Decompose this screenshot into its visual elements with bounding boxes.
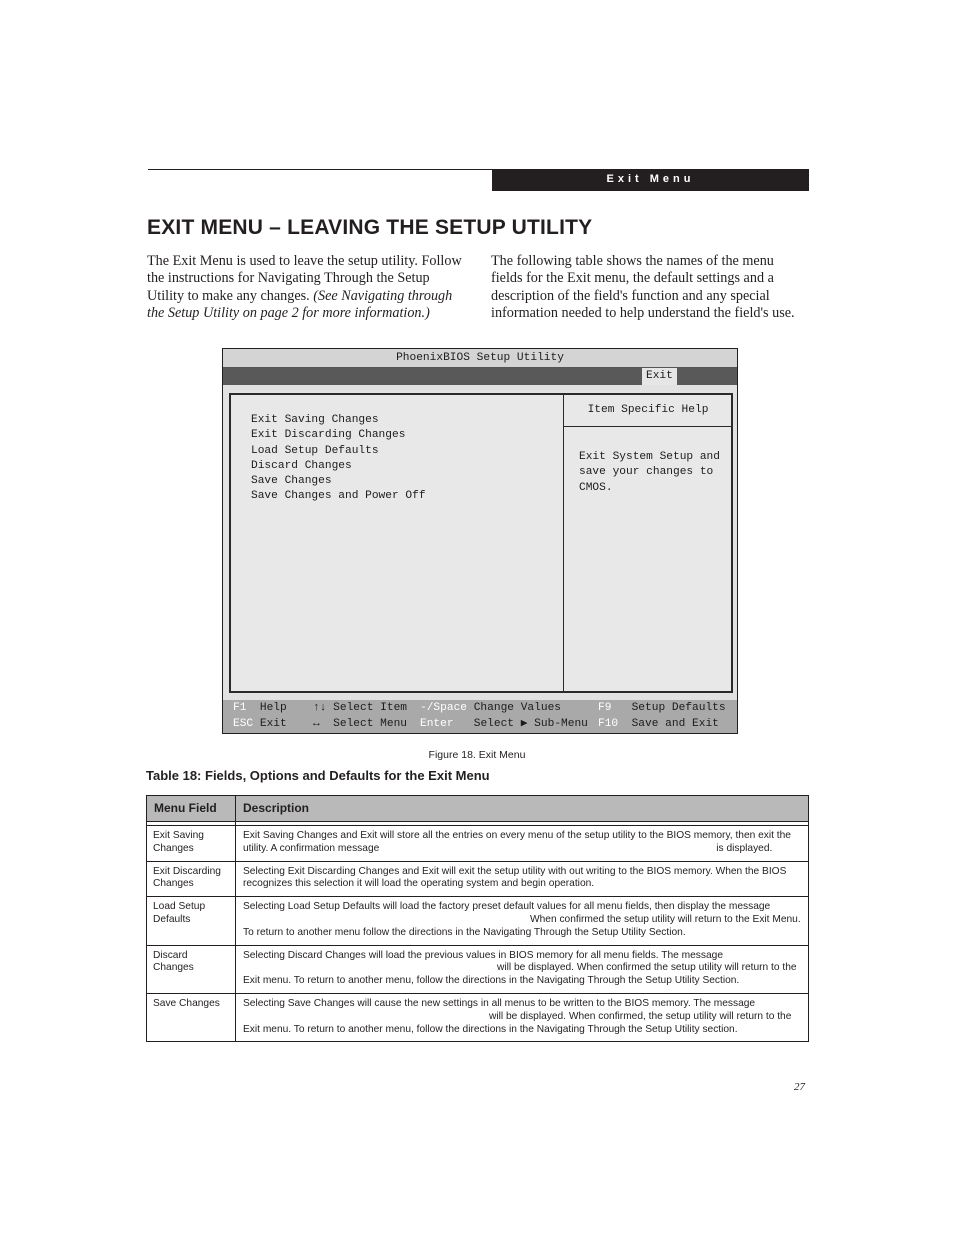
bios-key-change-values: -/Space Change Values [420,702,561,714]
table-row [147,897,809,945]
row-field: Load Setup Defaults [147,897,236,945]
bios-key-esc: ESC Exit [233,718,287,730]
bios-key-legend [223,700,737,733]
bios-key-f9: F9 Setup Defaults [598,702,726,714]
bios-key-enter: Enter Select ▶ Sub-Menu [420,718,588,730]
bios-help-panel [563,395,732,691]
bios-menu-list [251,413,426,505]
bios-key-select-item: ↑↓ Select Item [313,702,408,714]
table-title: Table 18: Fields, Options and Defaults for the Exit Menu [146,768,490,783]
intro-right-paragraph: The following table shows the names of the menu fields for the Exit menu, the default settings and a description of the field's function and any special information needed to help understand the field's use. [491,253,795,322]
bios-screen [222,348,738,734]
bios-key-select-menu: ↔ Select Menu [313,718,408,730]
bios-title-bar: PhoenixBIOS Setup Utility [223,349,737,368]
bios-main-frame [229,393,733,693]
table-row [147,945,809,993]
bios-help-text: Exit System Setup and save your changes to CMOS. [579,451,720,494]
bios-item-exit-discarding-changes[interactable]: Exit Discarding Changes [251,429,406,442]
intro-left-text: The Exit Menu is used to leave the setup utility. Follow the instructions for Navigating Through the Setup Utility to make any changes. [147,253,462,304]
bios-tab-exit[interactable]: Exit [642,368,677,385]
table-row [147,826,809,862]
bios-key-f10: F10 Save and Exit [598,718,719,730]
row-description: Selecting Discard Changes will load the previous values in BIOS memory for all menu fields. The message will be displayed. When confirmed the setup utility will return to the Exit menu. To return to another menu, follow the directions in the Navigating Through the Setup Utility Section. [236,945,809,993]
row-field: Save Changes [147,993,236,1041]
section-header-tab: Exit Menu [492,169,809,191]
header-menu-field: Menu Field [147,796,236,822]
figure-caption: Figure 18. Exit Menu [428,749,526,761]
bios-item-exit-saving-changes[interactable]: Exit Saving Changes [251,414,379,426]
table-row [147,993,809,1041]
intro-left-paragraph [147,253,463,323]
header-rule [148,169,492,170]
header-description: Description [236,796,809,822]
row-description: Exit Saving Changes and Exit will store all the entries on every menu of the setup utility to the BIOS memory, then exit the utility. A confirmation message is displayed. [236,826,809,862]
bios-item-save-and-power-off[interactable]: Save Changes and Power Off [251,490,426,503]
row-description: Selecting Load Setup Defaults will load the factory preset default values for all menu fields, then display the message When confirmed the setup utility will return to the Exit Menu. To return to another menu follow the directions in the Navigating Through the Setup Utility Section. [236,897,809,945]
intro-left-italic: (See Navigating through the Setup Utility on page 2 for more information.) [147,287,453,322]
page-number: 27 [794,1081,805,1093]
bios-item-save-changes[interactable]: Save Changes [251,475,332,488]
table-row [147,861,809,897]
row-description: Selecting Exit Discarding Changes and Exit will exit the setup utility with out writing to the BIOS memory. When the BIOS recognizes this selection it will load the operating system and begin operation. [236,861,809,897]
table-header-row [147,796,809,822]
bios-key-f1: F1 Help [233,702,287,714]
row-field: Exit Saving Changes [147,826,236,862]
bios-item-load-setup-defaults[interactable]: Load Setup Defaults [251,444,379,457]
exit-menu-table [146,795,809,1042]
bios-item-discard-changes[interactable]: Discard Changes [251,459,352,472]
page-title: EXIT MENU – LEAVING THE SETUP UTILITY [147,216,593,239]
row-field: Discard Changes [147,945,236,993]
bios-menu-bar [223,368,737,385]
row-field: Exit Discarding Changes [147,861,236,897]
bios-help-title: Item Specific Help [564,395,732,427]
row-description: Selecting Save Changes will cause the new settings in all menus to be written to the BIOS memory. The message will be displayed. When confirmed, the setup utility will return to the Exit menu. To return to another menu, follow the directions in the Navigating Through the Setup Utility section. [236,993,809,1041]
